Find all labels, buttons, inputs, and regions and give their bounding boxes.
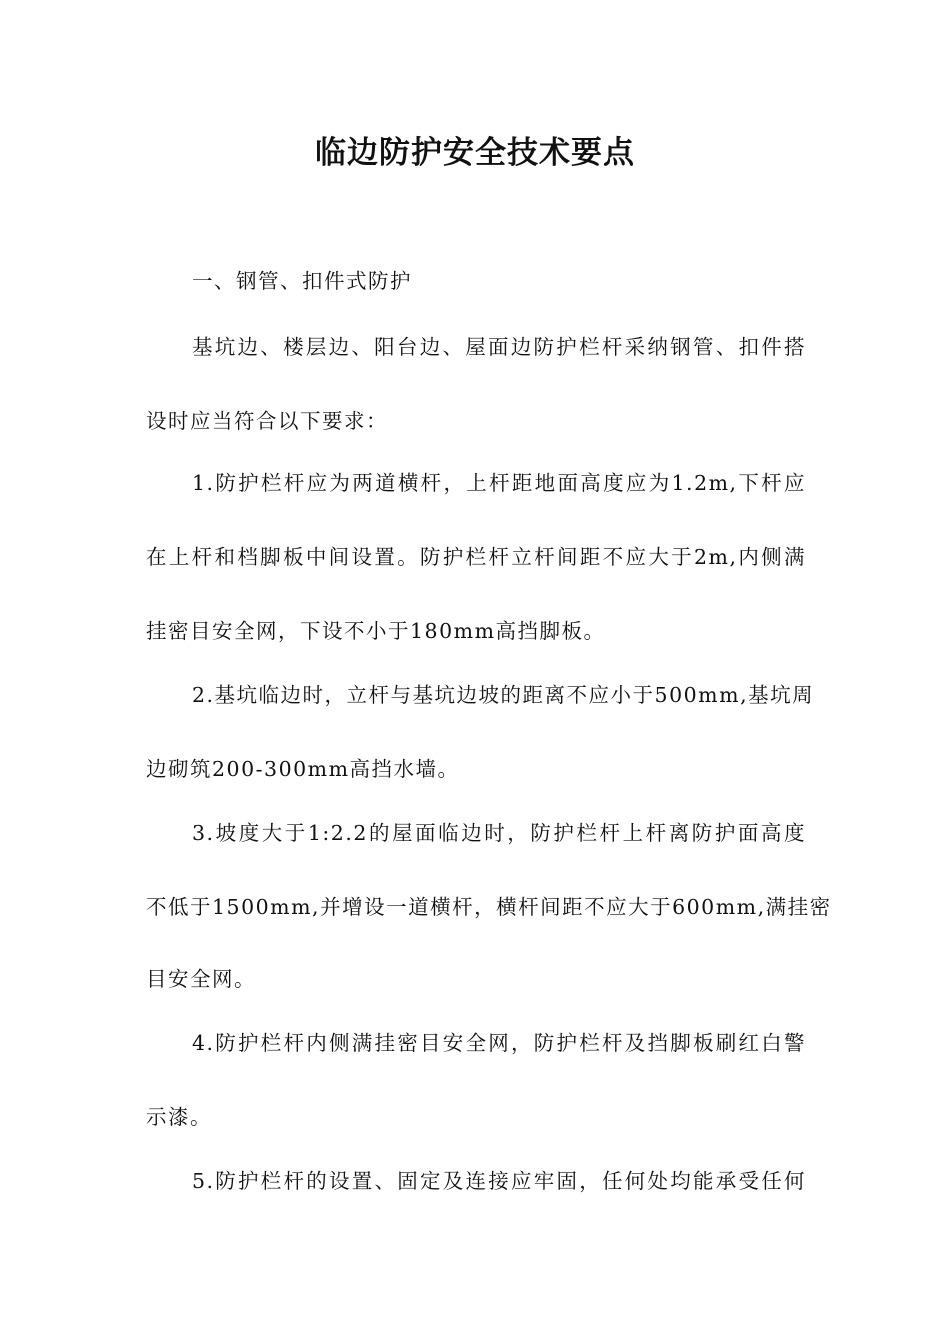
- paragraph-line: 示漆。: [146, 1105, 212, 1129]
- paragraph-line: 不低于1500mm,并增设一道横杆，横杆间距不应大于600mm,满挂密: [146, 895, 832, 919]
- document-title: 临边防护安全技术要点: [315, 135, 635, 171]
- paragraph-line: 设时应当符合以下要求：: [146, 409, 388, 433]
- paragraph-line: 挂密目安全网，下设不小于180mm高挡脚板。: [146, 619, 606, 643]
- paragraph-line: 4.防护栏杆内侧满挂密目安全网，防护栏杆及挡脚板刷红白警: [192, 1031, 806, 1055]
- paragraph-line: 1.防护栏杆应为两道横杆，上杆距地面高度应为1.2m,下杆应: [192, 471, 806, 495]
- section-heading: 一、钢管、扣件式防护: [192, 269, 412, 293]
- paragraph-line: 2.基坑临边时，立杆与基坑边坡的距离不应小于500mm,基坑周: [192, 683, 815, 707]
- paragraph-line: 5.防护栏杆的设置、固定及连接应牢固，任何处均能承受任何: [192, 1169, 806, 1193]
- paragraph-line: 基坑边、楼层边、阳台边、屋面边防护栏杆采纳钢管、扣件搭: [192, 335, 806, 359]
- paragraph-line: 3.坡度大于1:2.2的屋面临边时，防护栏杆上杆离防护面高度: [192, 821, 806, 845]
- paragraph-line: 边砌筑200-300mm高挡水墙。: [146, 757, 460, 781]
- paragraph-line: 目安全网。: [146, 967, 256, 991]
- paragraph-line: 在上杆和档脚板中间设置。防护栏杆立杆间距不应大于2m,内侧满: [146, 545, 806, 569]
